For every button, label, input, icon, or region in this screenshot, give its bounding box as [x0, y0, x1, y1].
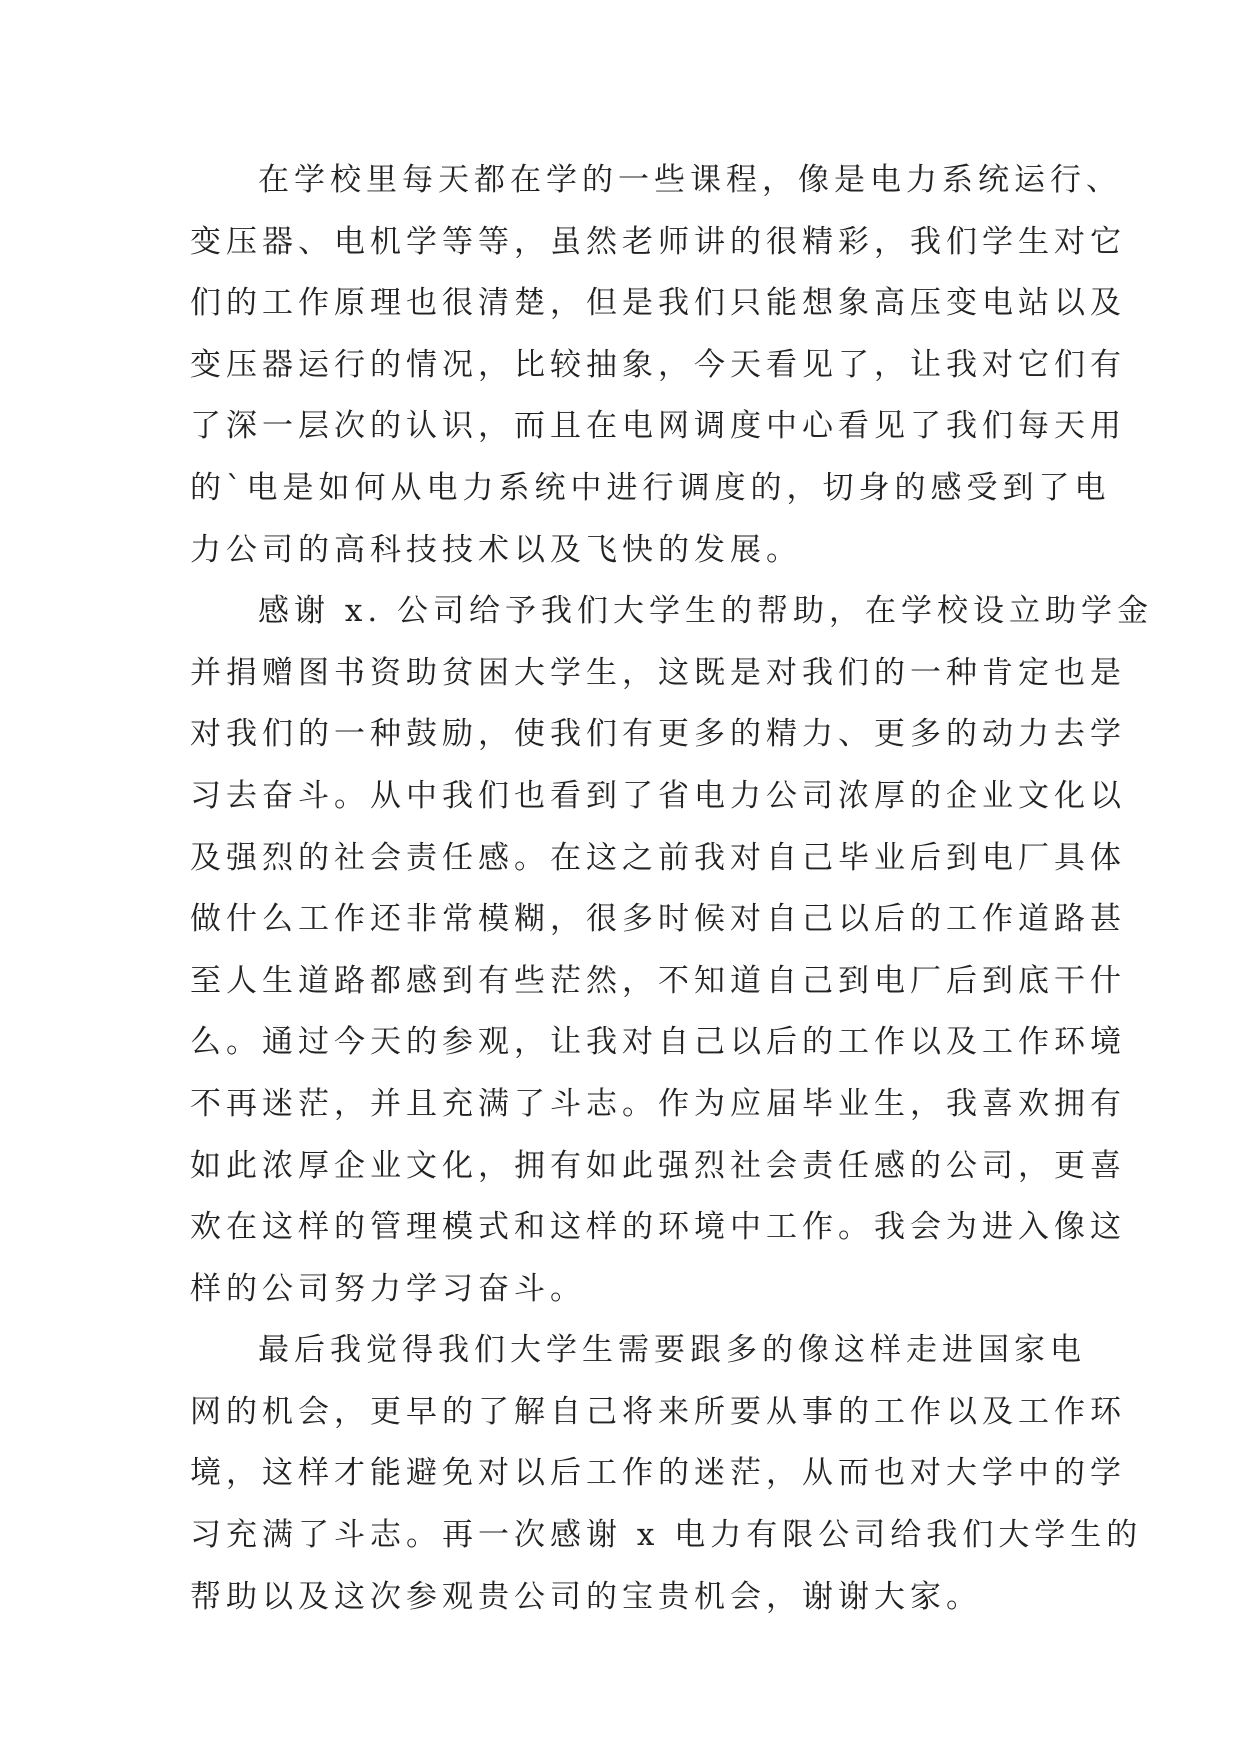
text-line: 的`电是如何从电力系统中进行调度的，切身的感受到了电	[190, 469, 1111, 506]
text-line: 境，这样才能避免对以后工作的迷茫，从而也对大学中的学	[190, 1455, 1126, 1492]
text-line: 习去奋斗。从中我们也看到了省电力公司浓厚的企业文化以	[190, 777, 1126, 814]
text-line: 对我们的一种鼓励，使我们有更多的精力、更多的动力去学	[190, 716, 1126, 753]
text-line: 帮助以及这次参观贵公司的宝贵机会，谢谢大家。	[190, 1578, 982, 1615]
text-line: 欢在这样的管理模式和这样的环境中工作。我会为进入像这	[190, 1209, 1126, 1246]
paragraph-2	[190, 581, 1154, 1320]
document-body	[190, 150, 1154, 1628]
text-line: 并捐赠图书资助贫困大学生，这既是对我们的一种肯定也是	[190, 654, 1126, 691]
text-line: 样的公司努力学习奋斗。	[190, 1270, 586, 1307]
text-line: 如此浓厚企业文化，拥有如此强烈社会责任感的公司，更喜	[190, 1147, 1126, 1184]
text-line: 了深一层次的认识，而且在电网调度中心看见了我们每天用	[190, 408, 1126, 445]
text-line: 们的工作原理也很清楚，但是我们只能想象高压变电站以及	[190, 285, 1126, 322]
text-line: 做什么工作还非常模糊，很多时候对自己以后的工作道路甚	[190, 901, 1126, 938]
text-line: 力公司的高科技技术以及飞快的发展。	[190, 531, 802, 568]
text-line: 感谢 x. 公司给予我们大学生的帮助，在学校设立助学金	[258, 593, 1154, 630]
text-line: 及强烈的社会责任感。在这之前我对自己毕业后到电厂具体	[190, 839, 1126, 876]
paragraph-1	[190, 150, 1126, 581]
text-line: 在学校里每天都在学的一些课程，像是电力系统运行、	[258, 162, 1122, 198]
text-line: 习充满了斗志。再一次感谢 x 电力有限公司给我们大学生的	[190, 1517, 1143, 1554]
paragraph-3	[190, 1320, 1143, 1628]
text-line: 不再迷茫，并且充满了斗志。作为应届毕业生，我喜欢拥有	[190, 1085, 1126, 1122]
text-line: 么。通过今天的参观，让我对自己以后的工作以及工作环境	[190, 1024, 1126, 1061]
text-line: 变压器运行的情况，比较抽象，今天看见了，让我对它们有	[190, 346, 1126, 383]
text-line: 至人生道路都感到有些茫然，不知道自己到电厂后到底干什	[190, 962, 1126, 999]
text-line: 最后我觉得我们大学生需要跟多的像这样走进国家电	[258, 1332, 1086, 1369]
text-line: 变压器、电机学等等，虽然老师讲的很精彩，我们学生对它	[190, 223, 1126, 260]
text-line: 网的机会，更早的了解自己将来所要从事的工作以及工作环	[190, 1393, 1126, 1430]
